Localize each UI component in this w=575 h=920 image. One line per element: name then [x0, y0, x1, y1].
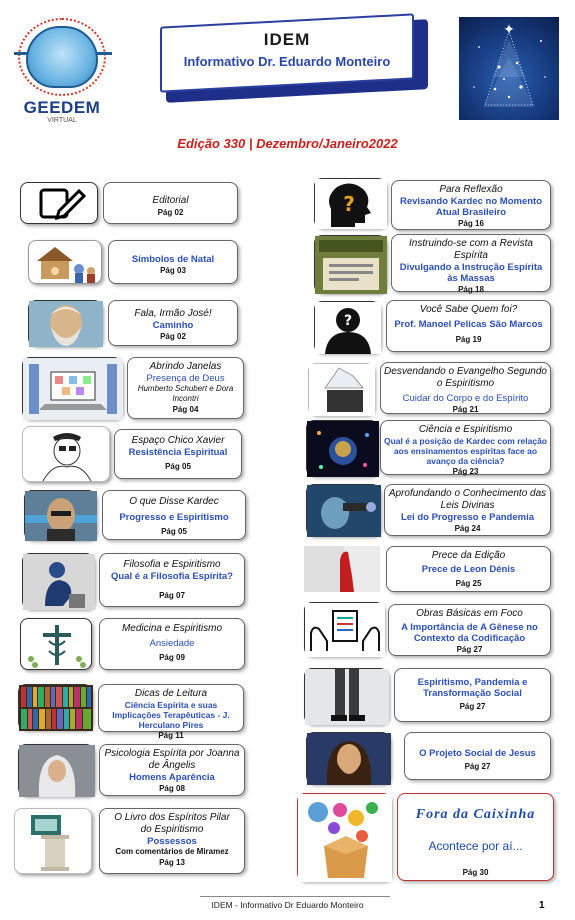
caduceus-icon [20, 618, 92, 670]
toc-entry-dicas-leitura[interactable] [98, 684, 244, 740]
toc-entry-aprofundando-leis[interactable] [384, 484, 551, 536]
entry-page: Pág 11 [158, 731, 184, 740]
banner-subtitle: Informativo Dr. Eduardo Monteiro [183, 54, 391, 69]
entry-title: Instruindo-se com a Revista Espírita [409, 238, 533, 261]
entry-subtitle: Resistência Espiritual [128, 447, 228, 458]
banner-box [160, 13, 414, 92]
entry-title: Editorial [152, 195, 189, 206]
toc-entry-fora-caixinha[interactable] [397, 793, 554, 881]
jesus-portrait-icon [306, 732, 390, 784]
entry-page: Pág 19 [455, 335, 482, 344]
entry-page: Pág 05 [165, 462, 191, 471]
entry-title: Fala, Irmão José! [134, 308, 212, 319]
toc-entry-desvendando-evangelho[interactable] [380, 362, 551, 414]
entry-title: Obras Básicas em Foco [416, 608, 523, 619]
svg-text:✦: ✦ [503, 22, 515, 38]
toc-entry-ciencia-espiritismo[interactable] [380, 420, 551, 475]
toc-entry-filosofia-espiritismo[interactable] [99, 553, 245, 607]
entry-page: Pág 23 [452, 467, 479, 476]
entry-subtitle: Qual é a Filosofia Espírita? [111, 571, 233, 582]
toc-entry-psicologia-espirita[interactable] [99, 744, 245, 796]
toc-entry-voce-sabe-quem-foi[interactable] [386, 300, 551, 352]
entry-page: Pág 02 [157, 208, 184, 217]
toc-entry-obras-basicas[interactable] [388, 604, 551, 656]
fora-subtitle: Acontece por aí... [428, 839, 523, 853]
entry-title: Abrindo Janelas [149, 361, 222, 372]
entry-subtitle: Espiritismo, Pandemia e Transformação Social [417, 677, 528, 699]
entry-subtitle: Presença de Deus [146, 373, 225, 384]
entry-subtitle: O Projeto Social de Jesus [419, 748, 536, 759]
pillar-book-icon [14, 808, 92, 874]
footer-text: IDEM - Informativo Dr Eduardo Monteiro [211, 900, 364, 910]
toc-entry-simbolos-natal[interactable] [108, 240, 238, 284]
joanna-portrait-icon [18, 744, 94, 796]
entry-subtitle: Ciência Espírita e suas Implicações Terapêuticas - J. Herculano Pires [112, 700, 230, 730]
elder-portrait-icon [28, 300, 102, 346]
entry-subtitle: Ansiedade [149, 638, 195, 649]
toc-entry-abrindo-janelas[interactable] [127, 357, 244, 419]
entry-subtitle: Revisando Kardec no Momento Atual Brasileiro [400, 196, 542, 218]
toc-entry-fala-irmao-jose[interactable] [108, 300, 238, 346]
chico-xavier-icon [22, 426, 110, 482]
entry-page: Pág 13 [159, 858, 185, 867]
logo-subtitle: VIRTUAL [47, 117, 77, 124]
toc-entry-projeto-social-jesus[interactable] [404, 732, 551, 780]
svg-text:?: ? [343, 313, 353, 329]
entry-title: Desvendando o Evangelho Segundo o Espiritismo [384, 366, 547, 389]
toc-entry-o-que-disse-kardec[interactable] [102, 490, 246, 540]
gift-box-icon [308, 363, 374, 415]
banner-title: IDEM [263, 30, 311, 49]
footer-divider [200, 896, 390, 897]
entry-page: Pág 16 [458, 219, 484, 228]
face-mask-icon [26, 26, 98, 88]
praying-hand-icon [304, 546, 380, 592]
entry-title: Medicina e Espiritismo [121, 623, 223, 634]
geedem-logo [12, 14, 112, 124]
entry-subtitle: Símbolos de Natal [131, 254, 215, 265]
toc-entry-prece-edicao[interactable] [386, 546, 551, 592]
entry-subtitle: A Importância de A Gênese no Contexto da Codificação [401, 622, 538, 644]
entry-subtitle: Lei do Progresso e Pandemia [400, 512, 535, 523]
toc-entry-revista-espirita[interactable] [391, 234, 551, 292]
laptop-window-icon [22, 357, 122, 419]
entry-page: Pág 07 [159, 591, 185, 600]
entry-title: O Livro dos Espíritos Pilar do Espiritismo [114, 812, 230, 835]
entry-title: Você Sabe Quem foi? [419, 304, 518, 315]
logo-name: GEEDEM [23, 98, 101, 117]
entry-page: Pág 04 [172, 405, 199, 414]
entry-title: Psicologia Espírita por Joanna de Ângelis [104, 748, 240, 771]
svg-text:?: ? [343, 192, 355, 216]
entry-subtitle: Possessos [147, 836, 197, 847]
entry-page: Pág 25 [455, 579, 482, 588]
entry-title: Filosofia e Espiritismo [123, 559, 221, 570]
hands-document-icon [304, 602, 384, 656]
title-banner [154, 12, 432, 100]
entry-subtitle: Progresso e Espiritismo [119, 512, 229, 523]
head-question-icon [314, 178, 386, 228]
mystery-person-icon [314, 301, 380, 353]
walking-legs-icon [304, 668, 388, 724]
toc-entry-livro-espiritos[interactable] [99, 808, 245, 874]
toc-entry-editorial[interactable] [103, 182, 238, 224]
entry-subtitle: Caminho [152, 320, 194, 331]
entry-subtitle: Qual é a posição de Kardec com relação aos ensinamentos espíritas face ao avanço da ciência? [384, 436, 547, 466]
entry-title: Ciência e Espiritismo [418, 424, 513, 435]
entry-title: Aprofundando o Conhecimento das Leis Divinas [388, 488, 547, 511]
entry-subtitle: Prece de Leon Dénis [421, 564, 516, 575]
entry-page: Pág 08 [159, 784, 185, 793]
entry-title: Dicas de Leitura [134, 688, 208, 699]
entry-subtitle: Prof. Manoel Pelicas São Marcos [394, 319, 543, 330]
fora-title: Fora da Caixinha [415, 807, 536, 822]
entry-title: Para Reflexão [439, 184, 503, 195]
edition-line: Edição 330 | Dezembro/Janeiro2022 [177, 136, 398, 151]
entry-page: Pág 27 [464, 762, 491, 771]
entry-page: Pág 18 [458, 285, 484, 294]
thinker-icon [22, 553, 94, 609]
entry-page: Pág 27 [456, 645, 483, 654]
toc-entry-espiritismo-pandemia[interactable] [394, 668, 551, 722]
entry-page: Pág 09 [159, 653, 185, 662]
bookshelf-icon [18, 684, 92, 730]
telescope-head-icon [306, 484, 380, 536]
entry-title: O que Disse Kardec [129, 496, 219, 507]
entry-subtitle: Homens Aparência [129, 772, 215, 783]
entry-page: Pág 24 [454, 524, 481, 533]
entry-page: Pág 03 [160, 266, 186, 275]
magazine-icon [314, 235, 386, 293]
nativity-icon [28, 240, 102, 284]
entry-subtitle: Divulgando a Instrução Espírita às Massas [399, 262, 543, 284]
entry-page: Pág 05 [161, 527, 187, 536]
entry-note: Humberto Schubert e Dora Incontri [137, 384, 234, 403]
page-number: 1 [539, 900, 545, 911]
entry-page: Pág 27 [459, 702, 486, 711]
fora-caixinha-image [297, 793, 391, 881]
entry-page: Pág 02 [160, 332, 186, 341]
toc-entry-para-reflexao[interactable] [391, 180, 551, 230]
toc-entry-chico-xavier[interactable] [114, 429, 242, 479]
entry-title: Prece da Edição [431, 550, 506, 561]
christmas-tree-image [459, 17, 559, 120]
entry-subtitle: Cuidar do Corpo e do Espírito [402, 393, 529, 404]
toc-entry-medicina-espiritismo[interactable] [99, 618, 245, 670]
entry-note: Com comentários de Miramez [115, 847, 229, 856]
kardec-portrait-icon [24, 490, 96, 540]
entry-title: Espaço Chico Xavier [131, 435, 225, 446]
pencil-icon [20, 182, 98, 224]
entry-page: Pág 21 [452, 405, 479, 414]
cosmic-head-icon [306, 420, 378, 476]
entry-page: Pág 30 [462, 868, 489, 877]
